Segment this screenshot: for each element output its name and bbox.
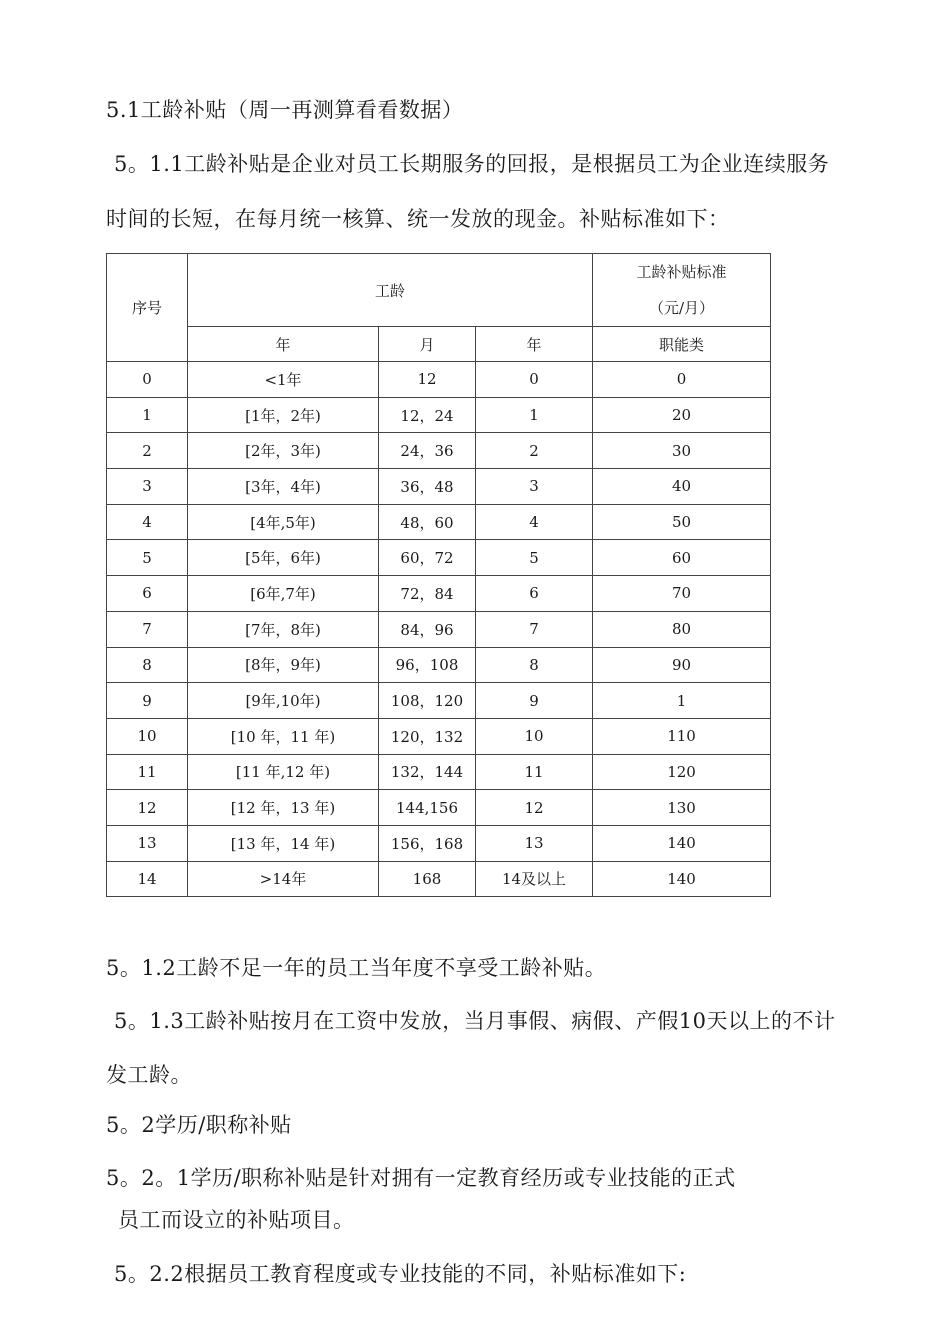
section-heading-5-1: 5.1工龄补贴（周一再测算看看数据） xyxy=(106,98,464,122)
cell-months: 24，36 xyxy=(379,433,476,469)
paragraph-5-1-1-line2: 时间的长短，在每月统一核算、统一发放的现金。补贴标准如下： xyxy=(106,207,730,231)
cell-years: 0 xyxy=(476,362,593,398)
cell-amount: 80 xyxy=(593,611,771,647)
cell-amount: 120 xyxy=(593,754,771,790)
header-year-range: 年 xyxy=(188,327,379,362)
header-standard-line1: 工龄补贴标准 xyxy=(636,263,727,281)
cell-seq: 2 xyxy=(107,433,188,469)
cell-years: 3 xyxy=(476,469,593,505)
cell-year-range: [9年,10年) xyxy=(188,683,379,719)
cell-months: 48，60 xyxy=(379,504,476,540)
cell-months: 132，144 xyxy=(379,754,476,790)
table-row xyxy=(107,647,771,683)
paragraph-5-2-1-line2: 员工而设立的补贴项目。 xyxy=(118,1208,355,1232)
cell-amount: 50 xyxy=(593,504,771,540)
cell-months: 168 xyxy=(379,861,476,897)
cell-months: 36，48 xyxy=(379,469,476,505)
table-row xyxy=(107,504,771,540)
paragraph-5-1-1-line1: 5。1.1工龄补贴是企业对员工长期服务的回报，是根据员工为企业连续服务 xyxy=(114,152,830,176)
cell-year-range: [8年，9年) xyxy=(188,647,379,683)
cell-months: 156，168 xyxy=(379,825,476,861)
paragraph-5-2-2: 5。2.2根据员工教育程度或专业技能的不同，补贴标准如下: xyxy=(114,1262,687,1286)
header-month: 月 xyxy=(379,327,476,362)
cell-amount: 110 xyxy=(593,718,771,754)
cell-amount: 130 xyxy=(593,790,771,826)
table-row xyxy=(107,754,771,790)
cell-years: 7 xyxy=(476,611,593,647)
table-row xyxy=(107,540,771,576)
cell-years: 5 xyxy=(476,540,593,576)
cell-months: 12，24 xyxy=(379,397,476,433)
header-seniority: 工龄 xyxy=(188,254,593,327)
cell-seq: 4 xyxy=(107,504,188,540)
table-row xyxy=(107,433,771,469)
cell-months: 12 xyxy=(379,362,476,398)
cell-years: 10 xyxy=(476,718,593,754)
cell-years: 8 xyxy=(476,647,593,683)
paragraph-5-1-3-line2: 发工龄。 xyxy=(106,1063,192,1087)
cell-years: 11 xyxy=(476,754,593,790)
cell-year-range: >14年 xyxy=(188,861,379,897)
seniority-subsidy-table xyxy=(106,253,771,897)
cell-year-range: [12 年，13 年) xyxy=(188,790,379,826)
cell-years: 1 xyxy=(476,397,593,433)
cell-months: 96，108 xyxy=(379,647,476,683)
cell-amount: 140 xyxy=(593,861,771,897)
table-row xyxy=(107,861,771,897)
cell-year-range: <1年 xyxy=(188,362,379,398)
cell-amount: 40 xyxy=(593,469,771,505)
table-row xyxy=(107,362,771,398)
paragraph-5-1-2: 5。1.2工龄不足一年的员工当年度不享受工龄补贴。 xyxy=(106,956,607,980)
cell-year-range: [13 年，14 年) xyxy=(188,825,379,861)
cell-amount: 30 xyxy=(593,433,771,469)
cell-seq: 8 xyxy=(107,647,188,683)
cell-amount: 1 xyxy=(593,683,771,719)
cell-years: 9 xyxy=(476,683,593,719)
cell-amount: 90 xyxy=(593,647,771,683)
cell-seq: 3 xyxy=(107,469,188,505)
cell-months: 108，120 xyxy=(379,683,476,719)
table-row xyxy=(107,397,771,433)
header-seq: 序号 xyxy=(107,254,188,362)
header-standard xyxy=(593,254,771,327)
cell-year-range: [11 年,12 年) xyxy=(188,754,379,790)
cell-years: 6 xyxy=(476,576,593,612)
table-row xyxy=(107,825,771,861)
cell-months: 60，72 xyxy=(379,540,476,576)
table-row xyxy=(107,611,771,647)
cell-months: 84，96 xyxy=(379,611,476,647)
table-row xyxy=(107,576,771,612)
cell-year-range: [10 年，11 年) xyxy=(188,718,379,754)
cell-seq: 11 xyxy=(107,754,188,790)
cell-months: 120，132 xyxy=(379,718,476,754)
table-row xyxy=(107,790,771,826)
cell-amount: 0 xyxy=(593,362,771,398)
cell-seq: 6 xyxy=(107,576,188,612)
cell-months: 144,156 xyxy=(379,790,476,826)
cell-seq: 5 xyxy=(107,540,188,576)
cell-amount: 20 xyxy=(593,397,771,433)
paragraph-5-1-3-line1: 5。1.3工龄补贴按月在工资中发放，当月事假、病假、产假10天以上的不计 xyxy=(114,1009,836,1033)
cell-year-range: [4年,5年) xyxy=(188,504,379,540)
cell-years: 14及以上 xyxy=(476,861,593,897)
cell-months: 72，84 xyxy=(379,576,476,612)
cell-seq: 0 xyxy=(107,362,188,398)
header-category: 职能类 xyxy=(593,327,771,362)
cell-seq: 13 xyxy=(107,825,188,861)
cell-years: 2 xyxy=(476,433,593,469)
cell-amount: 140 xyxy=(593,825,771,861)
cell-seq: 7 xyxy=(107,611,188,647)
paragraph-5-2-1-line1: 5。2。1学历/职称补贴是针对拥有一定教育经历或专业技能的正式 xyxy=(106,1166,736,1190)
header-standard-line2: （元/月） xyxy=(649,299,715,317)
table-body xyxy=(107,362,771,897)
cell-year-range: [1年，2年) xyxy=(188,397,379,433)
header-year: 年 xyxy=(476,327,593,362)
table-row xyxy=(107,683,771,719)
cell-year-range: [6年,7年) xyxy=(188,576,379,612)
cell-year-range: [3年，4年) xyxy=(188,469,379,505)
cell-years: 13 xyxy=(476,825,593,861)
cell-amount: 60 xyxy=(593,540,771,576)
cell-year-range: [7年，8年) xyxy=(188,611,379,647)
cell-seq: 9 xyxy=(107,683,188,719)
table-row xyxy=(107,718,771,754)
cell-years: 12 xyxy=(476,790,593,826)
cell-years: 4 xyxy=(476,504,593,540)
table-row xyxy=(107,469,771,505)
cell-seq: 10 xyxy=(107,718,188,754)
cell-seq: 14 xyxy=(107,861,188,897)
cell-amount: 70 xyxy=(593,576,771,612)
cell-year-range: [5年，6年) xyxy=(188,540,379,576)
cell-seq: 12 xyxy=(107,790,188,826)
cell-seq: 1 xyxy=(107,397,188,433)
section-heading-5-2: 5。2学历/职称补贴 xyxy=(106,1113,292,1137)
cell-year-range: [2年，3年) xyxy=(188,433,379,469)
